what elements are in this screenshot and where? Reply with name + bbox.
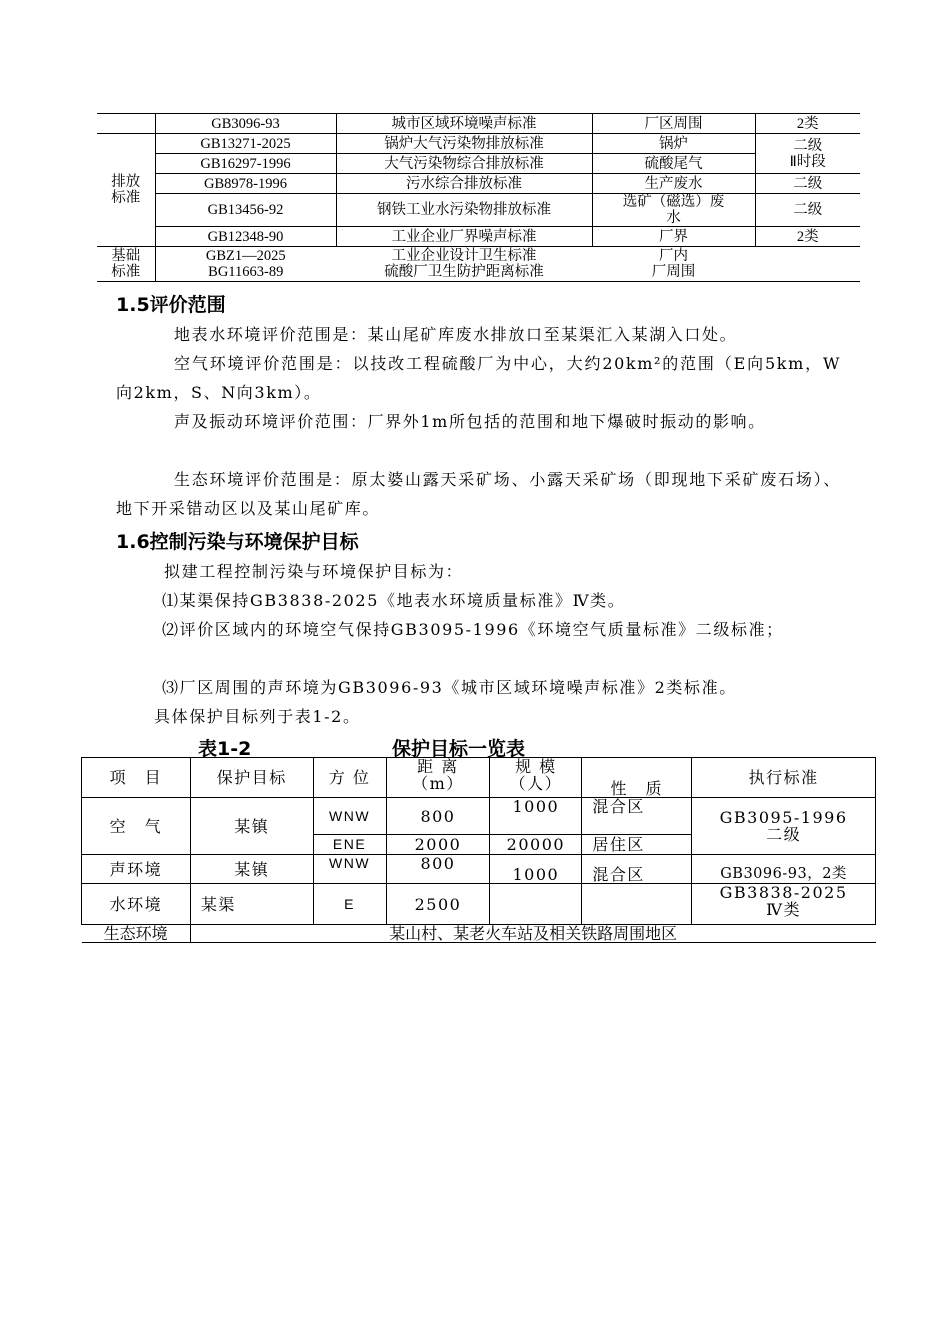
table-cell: GB3838-2025 Ⅳ类 — [692, 884, 876, 925]
table-cell: 声环境 — [82, 855, 191, 884]
list-item: ⑴某渠保持GB3838-2025《地表水环境质量标准》Ⅳ类。 — [162, 591, 626, 610]
column-header: 性 质 — [582, 758, 692, 798]
table-cell: 厂内 厂周围 — [592, 247, 755, 282]
paragraph: 地表水环境评价范围是：某山尾矿库废水排放口至某渠汇入某湖入口处。 — [174, 325, 738, 344]
table-cell: GB3096-93 — [155, 114, 336, 134]
table-cell: 居住区 — [582, 835, 692, 855]
table-cell: 厂界 — [592, 227, 755, 247]
table-row — [97, 247, 860, 282]
table-cell: 大气污染物综合排放标准 — [336, 154, 592, 174]
table-cell: 某镇 — [190, 798, 313, 855]
section-heading-1-6: 1.6控制污染与环境保护目标 — [116, 531, 359, 553]
table-row — [82, 925, 876, 943]
table-cell — [582, 884, 692, 925]
table-caption-number: 表1-2 — [198, 738, 252, 760]
list-item: ⑵评价区域内的环境空气保持GB3095-1996《环境空气质量标准》二级标准； — [162, 620, 784, 639]
protection-targets-table — [81, 757, 876, 943]
table-cell: GB3095-1996 二级 — [692, 798, 876, 855]
table-cell: 选矿（磁选）废 水 — [592, 194, 755, 227]
table-cell: 某渠 — [190, 884, 313, 925]
table-cell: 800 — [386, 798, 490, 835]
group-label: 排放 标准 — [97, 134, 155, 247]
table-row — [97, 227, 860, 247]
table-cell: E — [313, 884, 386, 925]
table-cell: 厂区周围 — [592, 114, 755, 134]
table-row — [82, 884, 876, 925]
table-cell: 钢铁工业水污染物排放标准 — [336, 194, 592, 227]
column-header: 方 位 — [313, 758, 386, 798]
table-cell: 1000 — [490, 798, 582, 835]
table-row — [97, 154, 860, 174]
section-heading-1-5: 1.5评价范围 — [116, 294, 226, 316]
paragraph: 拟建工程控制污染与环境保护目标为： — [164, 562, 464, 581]
table-row — [97, 174, 860, 194]
table-cell: GB8978-1996 — [155, 174, 336, 194]
column-header: 执行标准 — [692, 758, 876, 798]
table-cell: 生态环境 — [82, 925, 191, 943]
table-cell: 2类 — [755, 114, 860, 134]
table-cell: 水环境 — [82, 884, 191, 925]
column-header: 项 目 — [82, 758, 191, 798]
table-cell: 硫酸尾气 — [592, 154, 755, 174]
paragraph: 声及振动环境评价范围：厂界外1m所包括的范围和地下爆破时振动的影响。 — [174, 412, 766, 431]
column-header: 规 模 （人） — [490, 758, 582, 798]
table-cell: 工业企业设计卫生标准 硫酸厂卫生防护距离标准 — [336, 247, 592, 282]
table-cell: 20000 — [490, 835, 582, 855]
table-cell: 混合区 — [582, 798, 692, 835]
paragraph: 生态环境评价范围是：原太婆山露天采矿场、小露天采矿场（即现地下采矿废石场）、地下开采错动区以及某山尾矿库。 — [116, 470, 841, 518]
table-cell: 生产废水 — [592, 174, 755, 194]
table-cell: GB13456-92 — [155, 194, 336, 227]
paragraph: 具体保护目标列于表1-2。 — [154, 707, 361, 726]
paragraph: 空气环境评价范围是：以技改工程硫酸厂为中心，大约20km²的范围（E向5km，W向2km，S、N向3km）。 — [116, 354, 841, 402]
table-cell: GB12348-90 — [155, 227, 336, 247]
table-cell: 某山村、某老火车站及相关铁路周围地区 — [190, 925, 875, 943]
table-cell: 工业企业厂界噪声标准 — [336, 227, 592, 247]
table-cell: 2500 — [386, 884, 490, 925]
table-cell — [755, 247, 860, 282]
table-cell: GB3096-93，2类 — [692, 855, 876, 884]
column-header: 保护目标 — [190, 758, 313, 798]
table-cell — [490, 884, 582, 925]
table-cell: GB16297-1996 — [155, 154, 336, 174]
table-cell: ENE — [313, 835, 386, 855]
table-cell: 锅炉 — [592, 134, 755, 154]
table-cell: 污水综合排放标准 — [336, 174, 592, 194]
table-cell: 锅炉大气污染物排放标准 — [336, 134, 592, 154]
table-cell: 二级 — [755, 194, 860, 227]
table-cell: 1000 — [490, 855, 582, 884]
column-header: 距 离 （m） — [386, 758, 490, 798]
table-cell: 某镇 — [190, 855, 313, 884]
table-cell: 城市区域环境噪声标准 — [336, 114, 592, 134]
table-cell: 混合区 — [582, 855, 692, 884]
table-caption-title: 保护目标一览表 — [392, 738, 526, 760]
table-cell: 800 — [386, 855, 490, 884]
list-item: ⑶厂区周围的声环境为GB3096-93《城市区域环境噪声标准》2类标准。 — [162, 678, 737, 697]
table-cell: 2000 — [386, 835, 490, 855]
table-header-row — [82, 758, 876, 798]
table-cell: 2类 — [755, 227, 860, 247]
table-cell: WNW — [313, 855, 386, 884]
table-row — [82, 855, 876, 884]
standards-table — [97, 113, 860, 282]
table-row — [97, 114, 860, 134]
table-cell — [97, 114, 155, 134]
table-row — [82, 798, 876, 835]
table-cell: GB13271-2025 — [155, 134, 336, 154]
table-cell: GBZ1—2025 BG11663-89 — [155, 247, 336, 282]
group-label: 基础 标准 — [97, 247, 155, 282]
table-cell: WNW — [313, 798, 386, 835]
table-row — [97, 194, 860, 227]
table-row — [97, 134, 860, 154]
table-cell: 二级 Ⅱ时段 — [755, 134, 860, 174]
table-cell: 空 气 — [82, 798, 191, 855]
table-cell: 二级 — [755, 174, 860, 194]
